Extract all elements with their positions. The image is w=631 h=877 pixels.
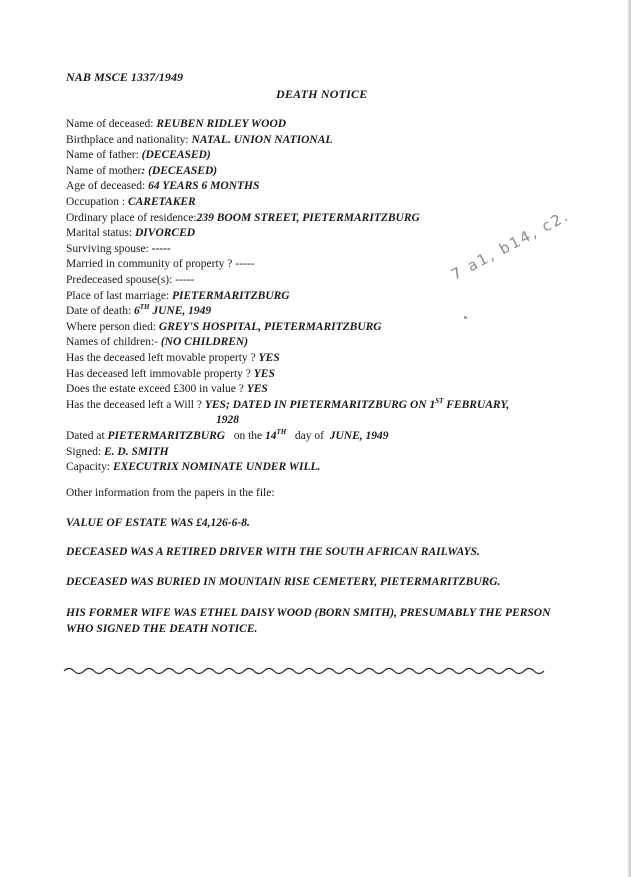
field-label: Does the estate exceed £300 in value ? [66,383,247,396]
field-will-year [66,413,566,429]
field-occupation [66,195,566,211]
dated-place: PIETERMARITZBURG [107,430,226,442]
field-father [66,148,566,164]
field-label: Has the deceased left movable property ? [66,351,259,364]
field-label: Has deceased left immovable property ? [66,367,254,380]
field-immovable-property [66,367,566,383]
field-value: (DECEASED) [141,149,211,162]
field-children [66,335,566,351]
field-value: DIVORCED [135,227,196,240]
date-suffix: TH [139,303,150,312]
field-label: Birthplace and nationality: [66,133,192,146]
other-information-label: Other information from the papers in the file: [66,487,275,499]
field-label: Age of deceased: [66,180,149,193]
field-movable-property [66,351,566,367]
field-value: NATAL. UNION NATIONAL [191,133,333,146]
field-age [66,179,566,195]
field-will [66,398,566,414]
month-year: JUNE, 1949 [329,430,389,442]
date-day: 6 [134,305,140,318]
will-date-pre: YES; DATED IN PIETERMARITZBURG ON 1 [204,398,436,411]
document-title: DEATH NOTICE [276,87,368,101]
field-label: Date of death: [66,305,135,318]
capacity-label: Capacity: [66,461,113,473]
capacity-value: EXECUTRIX NOMINATE UNDER WILL. [112,461,321,473]
field-value: 1928 [216,414,239,427]
field-label: Name of deceased: [66,118,157,130]
field-label: Where person died: [66,320,159,333]
signature-block [66,429,388,476]
field-predeceased-spouse [66,273,566,289]
field-value: CARETAKER [127,195,196,208]
field-value: ----- [175,273,195,286]
date-rest: JUNE, 1949 [149,305,212,318]
field-place-of-marriage [66,289,566,305]
field-value: REUBEN RIDLEY WOOD [156,118,287,130]
field-label: Occupation : [66,195,128,208]
field-label: Name of mother [66,164,142,177]
on-the-label: on the [225,430,266,442]
archive-reference: NAB MSCE 1337/1949 [66,70,184,84]
field-marital-status [66,226,566,242]
field-label: Surviving spouse: [66,242,152,255]
field-mother [66,164,566,180]
note-burial: DECEASED WAS BURIED IN MOUNTAIN RISE CEMETERY, PIETERMARITZBURG. [66,576,501,588]
note-occupation-history: DECEASED WAS A RETIRED DRIVER WITH THE SOUTH AFRICAN RAILWAYS. [66,546,480,558]
signed-line [66,445,388,461]
notice-fields [66,117,566,429]
field-label: Place of last marriage: [66,289,173,302]
will-date-suffix: ST [435,396,444,405]
field-residence [66,211,566,227]
field-label: Names of children:- [66,336,161,349]
field-value: GREY'S HOSPITAL, PIETERMARITZBURG [158,320,382,333]
capacity-line [66,460,388,476]
day-suffix: TH [276,428,287,437]
field-value [204,396,510,411]
field-place-of-death [66,320,566,336]
field-value: PIETERMARITZBURG [172,289,290,302]
pencil-mark [464,316,467,319]
field-birthplace [66,133,566,149]
field-label: Ordinary place of residence: [66,211,197,224]
field-value: : (DECEASED) [141,164,218,177]
field-label: Has the deceased left a Will ? [66,398,205,411]
field-label: Married in community of property ? [66,258,236,271]
field-value [134,305,211,317]
field-value: YES [258,351,280,364]
field-value: (NO CHILDREN) [160,336,249,349]
field-value: YES [253,367,275,380]
will-date-post: FEBRUARY, [443,398,510,411]
field-label: Marital status: [66,227,135,240]
day-of-label: day of [286,430,330,442]
wavy-separator-line [62,664,554,678]
field-date-of-death [66,304,566,320]
note-estate-value: VALUE OF ESTATE WAS £4,126-6-8. [66,517,250,529]
day-number [265,430,286,442]
field-label: Name of father: [66,149,142,162]
field-estate-value [66,382,566,398]
field-label: Predeceased spouse(s): [66,273,176,286]
note-former-wife: HIS FORMER WIFE WAS ETHEL DAISY WOOD (BORN SMITH), PRESUMABLY THE PERSON WHO SIGNED THE DEATH NOTICE. [66,607,551,635]
handwritten-annotation: 7 a1, b14, c2. [448,206,573,284]
field-value: 239 BOOM STREET, PIETERMARITZBURG [196,211,420,224]
signed-label: Signed: [66,445,105,458]
field-value: YES [246,383,268,396]
dated-label: Dated at [66,430,108,442]
signed-value: E. D. SMITH [104,445,169,458]
day-num: 14 [265,430,277,442]
dated-line [66,429,388,445]
field-name-of-deceased [66,117,566,133]
field-value: 64 YEARS 6 MONTHS [148,180,260,193]
field-value: ----- [151,242,171,255]
field-value: ----- [235,258,255,271]
